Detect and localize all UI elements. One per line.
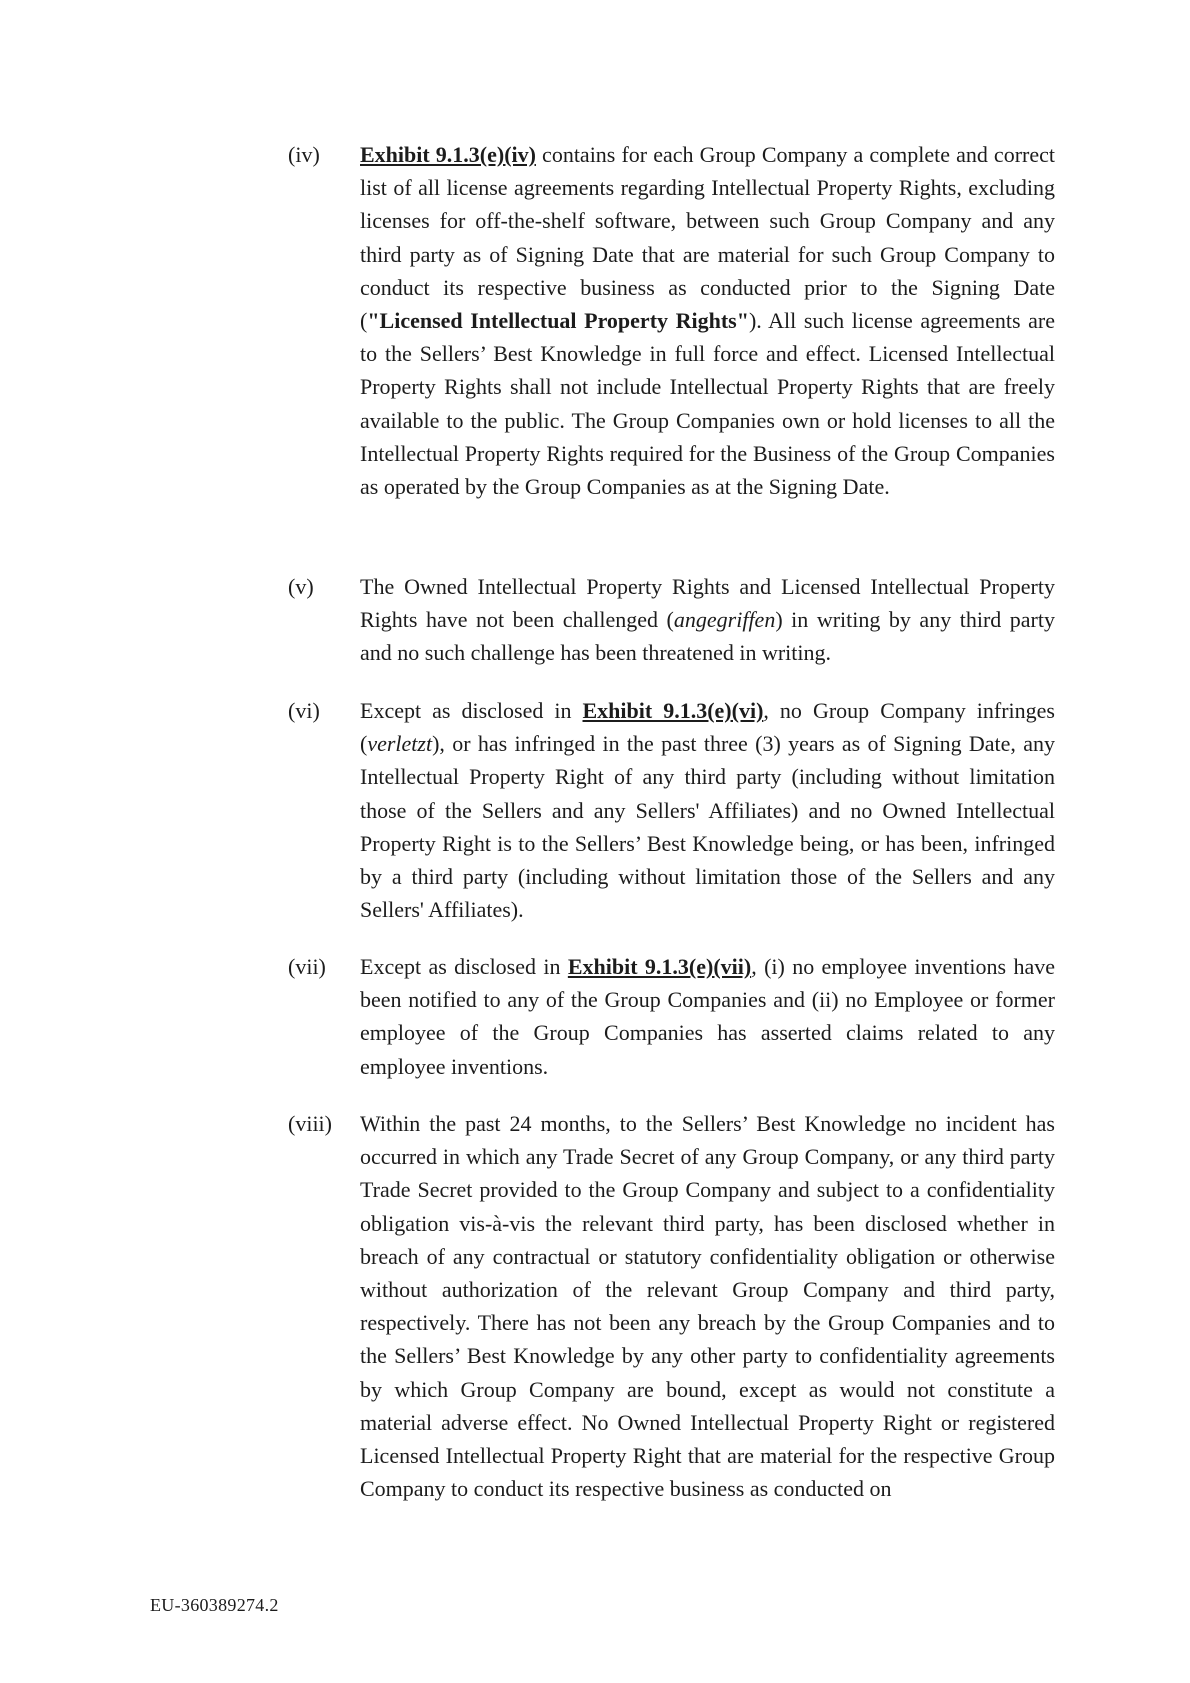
german-term: angegriffen — [673, 607, 776, 633]
german-term: verletzt — [367, 731, 433, 757]
exhibit-reference: Exhibit 9.1.3(e)(vi) — [582, 698, 764, 723]
document-id: EU-360389274.2 — [150, 1595, 279, 1615]
defined-term: "Licensed Intellectual Property Rights" — [367, 308, 749, 334]
clause-text: The Owned Intellectual Property Rights and Licensed Intellectual Property Rights have not been challenged (angegriffen) in writing by any third party and no such challenge has been threatened in writing. — [360, 574, 1055, 666]
clause-text: Except as disclosed in Exhibit 9.1.3(e)(vii), (i) no employee inventions have been notified to any of the Group Companies and (ii) no Employee or former employee of the Group Companies has asserted claims related to any employee inventions. — [360, 954, 1055, 1079]
exhibit-reference: Exhibit 9.1.3(e)(vii) — [567, 954, 752, 979]
clause-number: (iv) — [288, 142, 320, 167]
clause-number: (vi) — [288, 698, 320, 723]
clause-number: (viii) — [288, 1111, 332, 1136]
clause-text: Exhibit 9.1.3(e)(iv) contains for each Group Company a complete and correct list of all license agreements regarding Intellectual Property Rights, excluding licenses for off-the-shelf software, between such Group Company and any third party as of Signing Date that are material for such Group Company to conduct its respective business as conducted prior to the Signing Date ("Licensed Intellectual Property Rights"). All such license agreements are to the Sellers’ Best Knowledge in full force and effect. Licensed Intellectual Property Rights shall not include Intellectual Property Rights that are freely available to the public. The Group Companies own or hold licenses to all the Intellectual Property Rights required for the Business of the Group Companies as operated by the Group Companies as at the Signing Date. — [360, 142, 1055, 500]
clause-text: Except as disclosed in Exhibit 9.1.3(e)(vi), no Group Company infringes (verletzt), or has infringed in the past three (3) years as of Signing Date, any Intellectual Property Right of any third party (including without limitation those of the Sellers and any Sellers' Affiliates) and no Owned Intellectual Property Right is to the Sellers’ Best Knowledge being, or has been, infringed by a third party (including without limitation those of the Sellers and any Sellers' Affiliates). — [360, 698, 1055, 923]
clause-number: (v) — [288, 574, 314, 599]
clause-text: Within the past 24 months, to the Sellers’ Best Knowledge no incident has occurred in which any Trade Secret of any Group Company, or any third party Trade Secret provided to the Group Company and subject to a confidentiality obligation vis-à-vis the relevant third party, has been disclosed whether in breach of any contractual or statutory confidentiality obligation or otherwise without authorization of the relevant Group Company and third party, respectively. There has not been any breach by the Group Companies and to the Sellers’ Best Knowledge by any other party to confidentiality agreements by which Group Company are bound, except as would not constitute a material adverse effect. No Owned Intellectual Property Right or registered Licensed Intellectual Property Right that are material for the respective Group Company to conduct its respective business as conducted on — [360, 1111, 1055, 1502]
clause-number: (vii) — [288, 954, 326, 979]
exhibit-reference: Exhibit 9.1.3(e)(iv) — [360, 142, 536, 167]
